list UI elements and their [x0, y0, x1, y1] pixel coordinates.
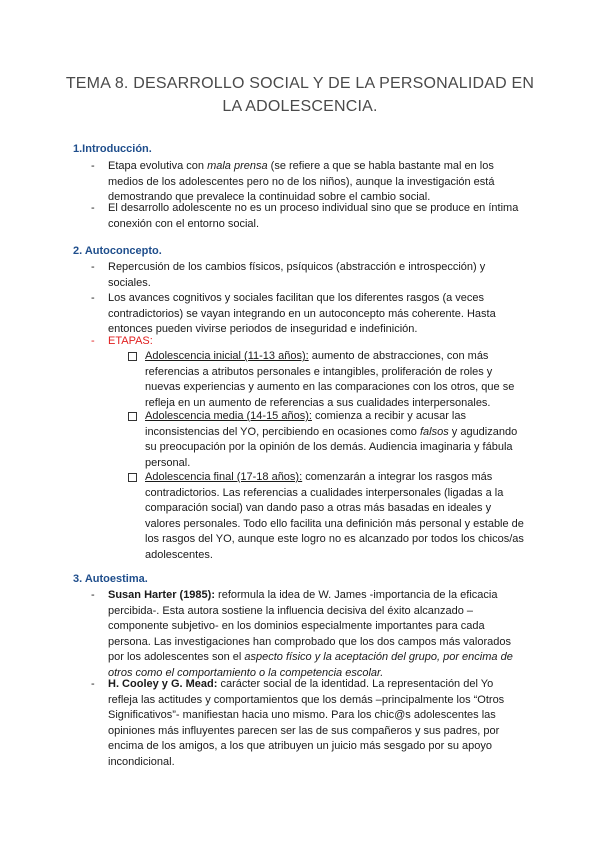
- section-2-heading: 2. Autoconcepto.: [73, 245, 162, 257]
- etapa-item: [128, 470, 528, 564]
- list-item-text: H. Cooley y G. Mead: carácter social de la identidad. La representación del Yo refleja las actitudes y comportamientos que los demás –principalmente los “Otros Significativos”- manifiestan hacia uno mismo. Para los chic@s adolescentes las opiniones más influyentes parecen ser las de sus compañeros y sus padres, por encima de los amigos, a los que atribuyen un juicio más sesgado por su apoyo incondicional.: [108, 678, 505, 768]
- bullet-dash: -: [91, 335, 95, 347]
- list-item-text: Repercusión de los cambios físicos, psíquicos (abstracción e introspección) y sociales.: [108, 261, 486, 289]
- list-item: [91, 291, 521, 338]
- title-line-1: TEMA 8. DESARROLLO SOCIAL Y DE LA PERSONALIDAD EN: [65, 75, 535, 92]
- bullet-dash: -: [91, 160, 95, 172]
- list-item-text: El desarrollo adolescente no es un proceso individual sino que se produce en íntima conexión con el entorno social.: [108, 202, 519, 230]
- etapa-item: [128, 349, 528, 411]
- section-1-heading: 1.Introducción.: [73, 143, 152, 155]
- etapa-text: Adolescencia media (14-15 años): comienza a recibir y acusar las inconsistencias del YO, percibiendo en ocasiones como falsos y agudizando su preocupación por la opinión de los demás. Audiencia imaginaria y fábula personal.: [145, 410, 518, 469]
- checkbox-icon: [128, 412, 137, 421]
- bullet-dash: -: [91, 678, 95, 690]
- list-item-text: Los avances cognitivos y sociales facilitan que los diferentes rasgos (a veces contradictorios) se vayan integrando en un autoconcepto más coherente. Hasta entonces pueden vivirse periodos de inseguridad e indefinición.: [108, 292, 496, 336]
- title-line-2: LA ADOLESCENCIA.: [222, 98, 378, 115]
- section-3-heading: 3. Autoestima.: [73, 573, 148, 585]
- list-item-text: Susan Harter (1985): reformula la idea de W. James -importancia de la eficacia percibida-. Esta autora sostiene la influencia decisiva del éxito alcanzado –componente subjetivo- en los dominios especialmente importantes para cada persona. Las investigaciones han comprobado que los dos campos más valorados por los adolescentes son el aspecto físico y la aceptación del grupo, por encima de otros como el comportamiento o la competencia escolar.: [108, 589, 513, 679]
- list-item: [91, 334, 521, 350]
- list-item: [91, 677, 521, 771]
- checkbox-icon: [128, 352, 137, 361]
- list-item: [91, 260, 521, 291]
- etapa-item: [128, 409, 528, 471]
- list-item: [91, 588, 521, 682]
- list-item: [91, 201, 521, 232]
- document-title: [40, 72, 560, 118]
- etapa-text: Adolescencia final (17-18 años): comenzarán a integrar los rasgos más contradictorios. Las referencias a cualidades interpersonales (ligadas a la comparación social) van dando paso a otras más basadas en ideales y valores personales. Todo ello facilita una definición más personal y estable de los rasgos del YO, aunque este logro no es alcanzado por todos los chicos/as adolescentes.: [145, 471, 524, 561]
- bullet-dash: -: [91, 589, 95, 601]
- etapa-text: Adolescencia inicial (11-13 años): aumento de abstracciones, con más referencias a atributos personales e intangibles, proliferación de roles y nuevas experiencias y aumento en las comparaciones con los otros, que se refleja en un aumento de referencias a sus cualidades interpersonales.: [145, 350, 515, 409]
- list-item: [91, 159, 521, 206]
- checkbox-icon: [128, 473, 137, 482]
- bullet-dash: -: [91, 261, 95, 273]
- etapas-label: ETAPAS:: [108, 335, 153, 347]
- list-item-text: Etapa evolutiva con mala prensa (se refiere a que se habla bastante mal en los medios de los adolescentes pero no de los niños), aunque la investigación está demostrando que prevalece la continuidad sobre el cambio social.: [108, 160, 495, 204]
- bullet-dash: -: [91, 292, 95, 304]
- bullet-dash: -: [91, 202, 95, 214]
